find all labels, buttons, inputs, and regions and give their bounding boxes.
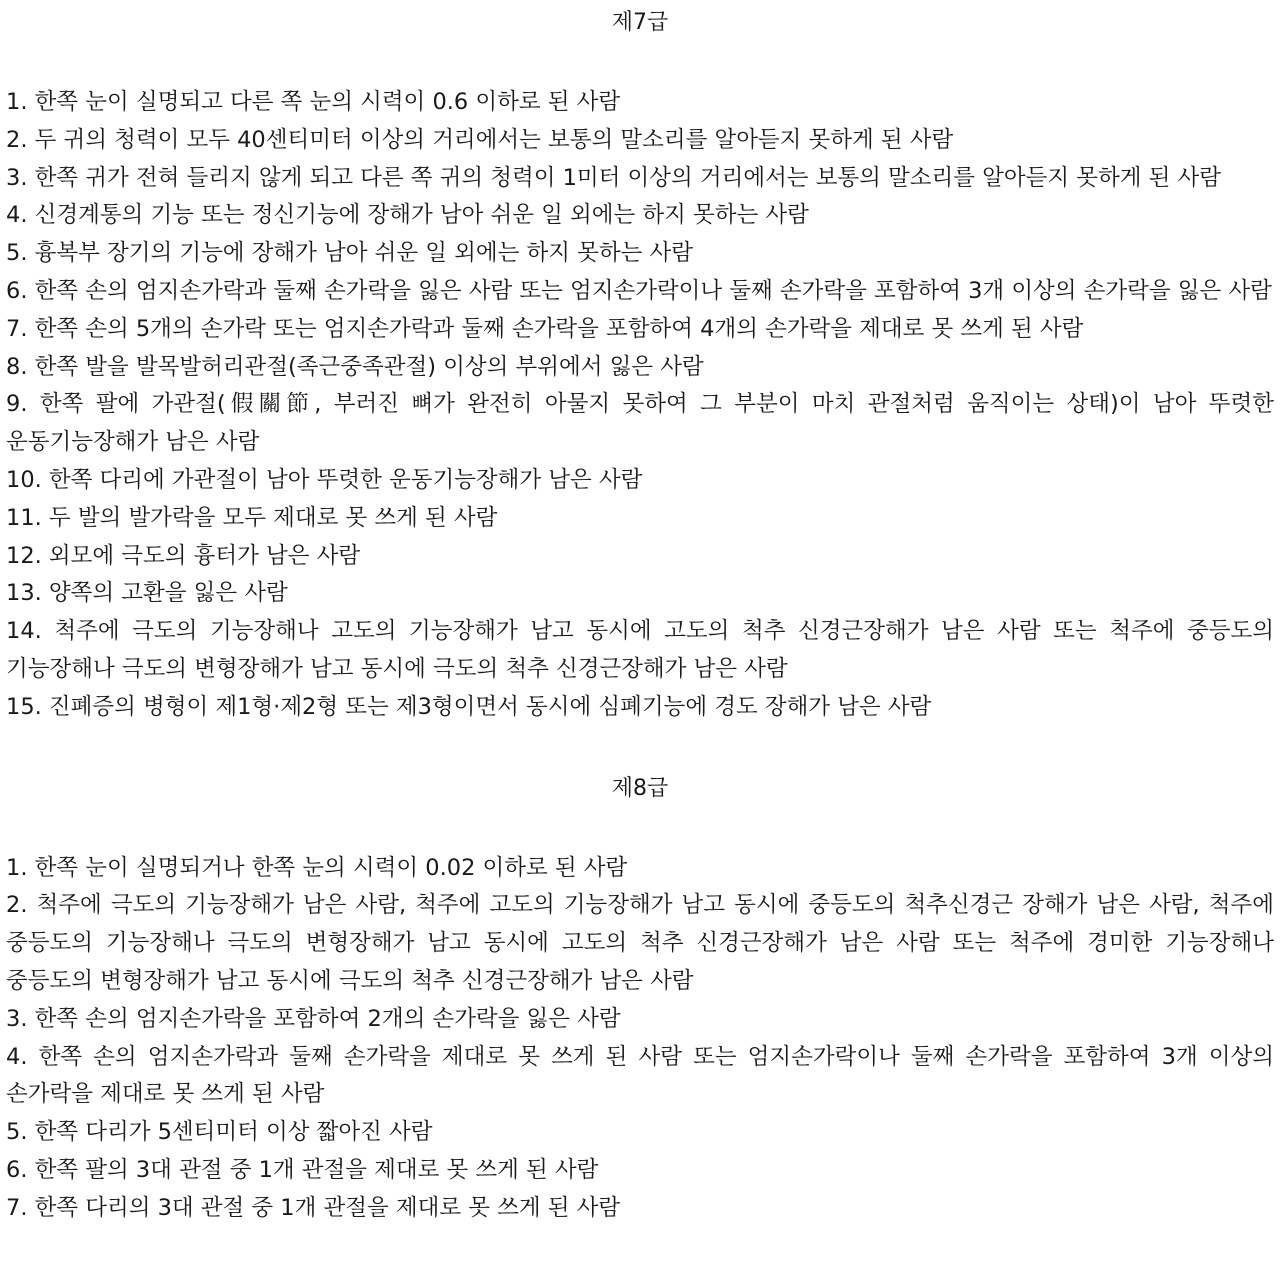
list-item: 4. 신경계통의 기능 또는 정신기능에 장해가 남아 쉬운 일 외에는 하지 못하는 사람 — [6, 202, 809, 229]
list-item: 5. 한쪽 다리가 5센티미터 이상 짧아진 사람 — [6, 1119, 433, 1146]
list-item: 5. 흉복부 장기의 기능에 장해가 남아 쉬운 일 외에는 하지 못하는 사람 — [6, 240, 693, 267]
list-item: 7. 한쪽 다리의 3대 관절 중 1개 관절을 제대로 못 쓰게 된 사람 — [6, 1194, 621, 1221]
list-item: 8. 한쪽 발을 발목발허리관절(족근중족관절) 이상의 부위에서 잃은 사람 — [6, 353, 704, 380]
list-item: 3. 한쪽 손의 엄지손가락을 포함하여 2개의 손가락을 잃은 사람 — [6, 1005, 621, 1032]
list-item: 13. 양쪽의 고환을 잃은 사람 — [6, 580, 288, 607]
list-item: 9. 한쪽 팔에 가관절(假關節, 부러진 뼈가 완전히 아물지 못하여 그 부분이 마치 관절처럼 움직이는 상태)이 남아 뚜렷한 운동기능장해가 남은 사람 — [6, 391, 1274, 456]
list-item: 6. 한쪽 손의 엄지손가락과 둘째 손가락을 잃은 사람 또는 엄지손가락이나 둘째 손가락을 포함하여 3개 이상의 손가락을 잃은 사람 — [6, 277, 1272, 304]
list-item: 7. 한쪽 손의 5개의 손가락 또는 엄지손가락과 둘째 손가락을 포함하여 4개의 손가락을 제대로 못 쓰게 된 사람 — [6, 315, 1084, 342]
list-item: 12. 외모에 극도의 흉터가 남은 사람 — [6, 542, 361, 569]
grade-7-section — [6, 0, 1274, 727]
grade-7-list — [6, 84, 1274, 727]
list-item: 14. 척주에 극도의 기능장해나 고도의 기능장해가 남고 동시에 고도의 척추 신경근장해가 남은 사람 또는 척주에 중등도의 기능장해나 극도의 변형장해가 남고 동시에 극도의 척추 신경근장해가 남은 사람 — [6, 618, 1274, 682]
grade-8-section — [6, 774, 1274, 1228]
list-item: 6. 한쪽 팔의 3대 관절 중 1개 관절을 제대로 못 쓰게 된 사람 — [6, 1156, 599, 1183]
list-item: 4. 한쪽 손의 엄지손가락과 둘째 손가락을 제대로 못 쓰게 된 사람 또는 엄지손가락이나 둘째 손가락을 포함하여 3개 이상의 손가락을 제대로 못 쓰게 된 사람 — [6, 1043, 1274, 1108]
list-item: 2. 척주에 극도의 기능장해가 남은 사람, 척주에 고도의 기능장해가 남고 동시에 중등도의 척추신경근 장해가 남은 사람, 척주에 중등도의 기능장해나 극도의 변형장해가 남고 동시에 고도의 척추 신경근장해가 남은 사람 또는 척주에 경미한 기능장해나 중등도의 변형장해가 남고 동시에 극도의 척추 신경근장해가 남은 사람 — [6, 892, 1274, 994]
grade-7-title: 제7급 — [611, 10, 669, 35]
grade-8-title: 제8급 — [611, 775, 669, 801]
list-item: 1. 한쪽 눈이 실명되고 다른 쪽 눈의 시력이 0.6 이하로 된 사람 — [6, 89, 621, 115]
list-item: 3. 한쪽 귀가 전혀 들리지 않게 되고 다른 쪽 귀의 청력이 1미터 이상의 거리에서는 보통의 말소리를 알아듣지 못하게 된 사람 — [6, 164, 1221, 191]
bottom-fade — [0, 1273, 1280, 1287]
list-item: 15. 진폐증의 병형이 제1형·제2형 또는 제3형이면서 동시에 심폐기능에 경도 장해가 남은 사람 — [6, 693, 932, 720]
list-item: 10. 한쪽 다리에 가관절이 남아 뚜렷한 운동기능장해가 남은 사람 — [6, 466, 643, 493]
list-item: 2. 두 귀의 청력이 모두 40센티미터 이상의 거리에서는 보통의 말소리를 알아듣지 못하게 된 사람 — [6, 126, 954, 153]
list-item: 11. 두 발의 발가락을 모두 제대로 못 쓰게 된 사람 — [6, 504, 498, 531]
grade-8-list — [6, 850, 1274, 1228]
list-item: 1. 한쪽 눈이 실명되거나 한쪽 눈의 시력이 0.02 이하로 된 사람 — [6, 854, 628, 881]
